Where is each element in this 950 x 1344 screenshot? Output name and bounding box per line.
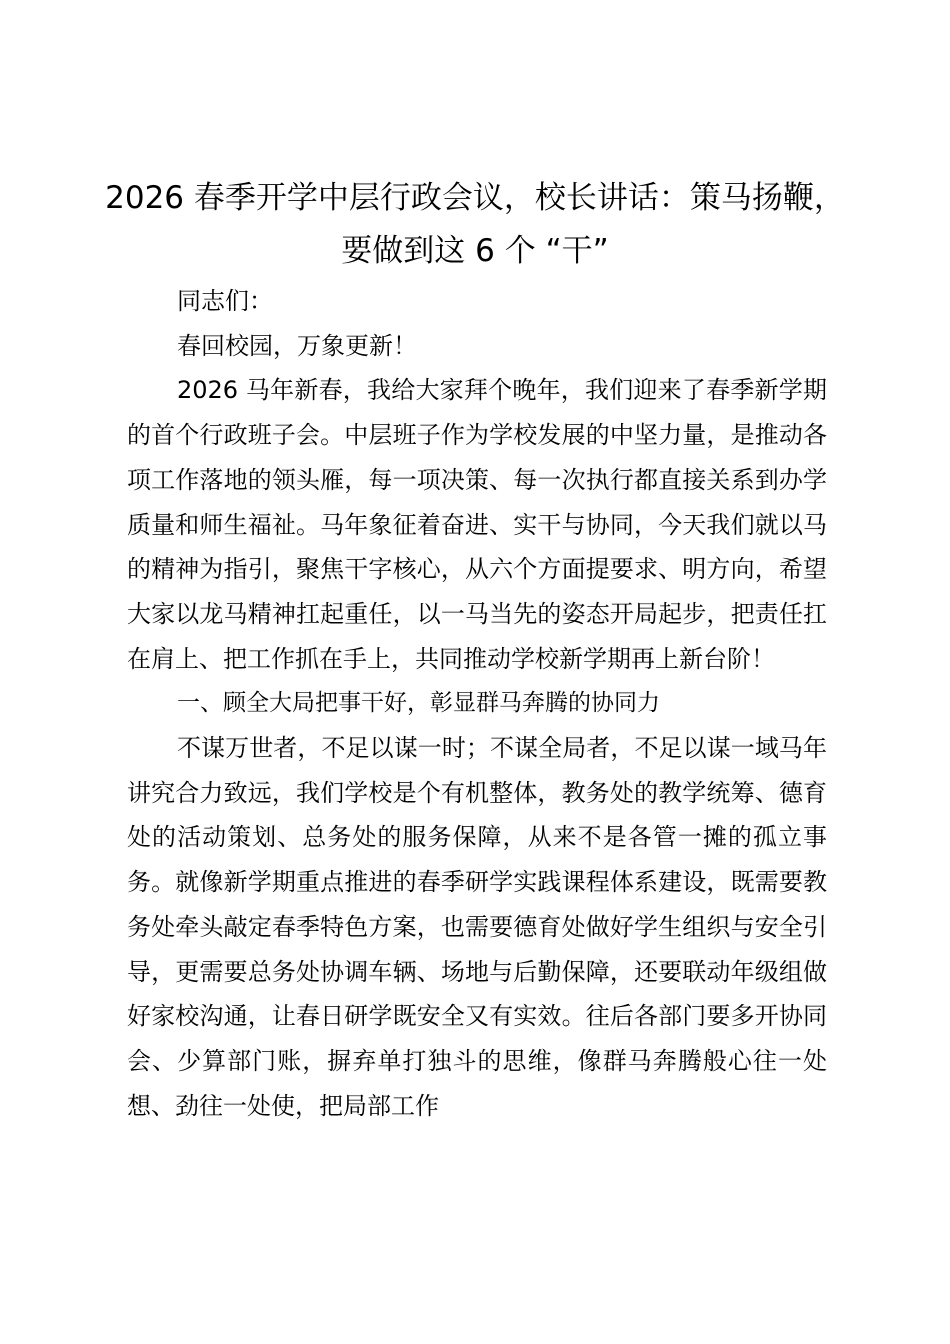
salutation: 同志们： xyxy=(177,287,273,315)
opening-line: 春回校园，万象更新！ xyxy=(177,331,417,360)
section-1-paragraph: 不谋万世者，不足以谋一时；不谋全局者，不足以谋一域马年讲究合力致远，我们学校是个有机整体，教务处的教学统筹、德育处的活动策划、总务处的服务保障，从来不是各管一摊的孤立事务。就像新学期重点推进的春季研学实践课程体系建设，既需要教务处牵头敲定春季特色方案，也需要德育处做好学生组织与安全引导，更需要总务处协调车辆、场地与后勤保障，还要联动年级组做好家校沟通，让春日研学既安全又有实效。往后各部门要多开协同会、少算部门账，摒弃单打独斗的思维，像群马奔腾般心往一处想、劲往一处使，把局部工作 xyxy=(127,734,827,1120)
document-body xyxy=(127,279,827,1128)
document-title: 2026 春季开学中层行政会议，校长讲话：策马扬鞭，要做到这 6 个 “干” xyxy=(105,180,845,269)
section-heading-1: 一、顾全大局把事干好，彰显群马奔腾的协同力 xyxy=(177,690,660,717)
intro-paragraph: 2026 马年新春，我给大家拜个晚年，我们迎来了春季新学期的首个行政班子会。中层班子作为学校发展的中坚力量，是推动各项工作落地的领头雁，每一项决策、每一次执行都直接关系到办学质量和师生福祉。马年象征着奋进、实干与协同，今天我们就以马的精神为指引，聚焦干字核心，从六个方面提要求、明方向，希望大家以龙马精神扛起重任，以一马当先的姿态开局起步，把责任扛在肩上、把工作抓在手上，共同推动学校新学期再上新台阶！ xyxy=(127,376,827,673)
